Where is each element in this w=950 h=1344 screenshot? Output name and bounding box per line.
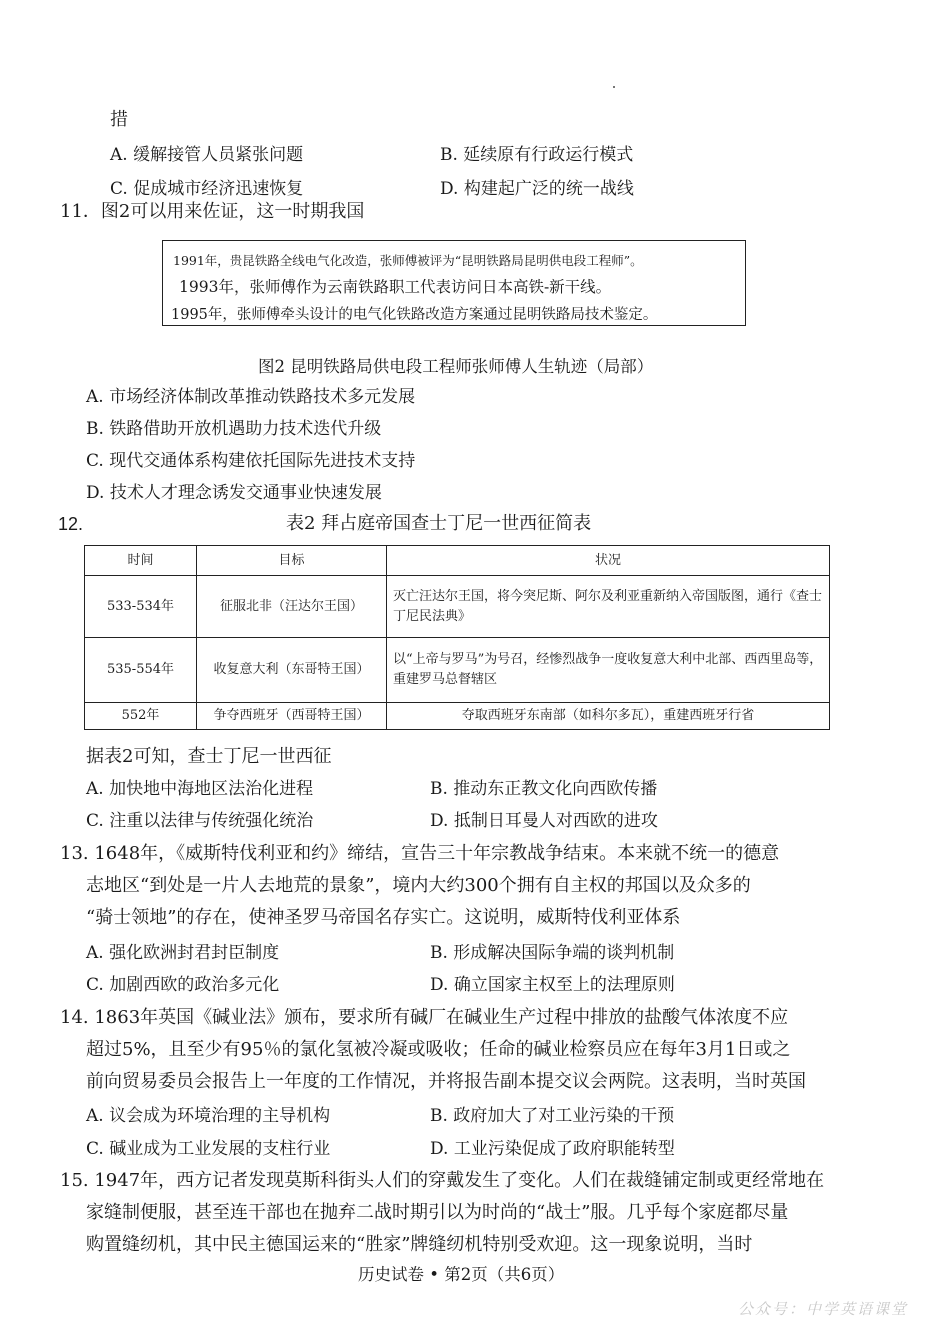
q13-option-d[interactable]: D. 确立国家主权至上的法理原则 (430, 975, 675, 995)
q12-stem: 据表2可知，查士丁尼一世西征 (86, 746, 332, 767)
row-3-status: 夺取西班牙东南部（如科尔多瓦），重建西班牙行省 (387, 703, 830, 730)
q13-option-a[interactable]: A. 强化欧洲封君封臣制度 (86, 943, 280, 963)
q12-option-d[interactable]: D. 抵制日耳曼人对西欧的进攻 (430, 811, 658, 831)
q14-option-d[interactable]: D. 工业污染促成了政府职能转型 (430, 1139, 675, 1159)
q11-stem: 11．图2可以用来佐证，这一时期我国 (60, 201, 365, 222)
q10-option-d[interactable]: D. 构建起广泛的统一战线 (440, 179, 634, 199)
q10-option-b[interactable]: B. 延续原有行政运行模式 (440, 145, 634, 165)
table-row (85, 638, 830, 703)
scan-dot (613, 86, 615, 88)
q14-option-a[interactable]: A. 议会成为环境治理的主导机构 (86, 1106, 331, 1126)
figure-2-line-1: 1991年，贵昆铁路全线电气化改造，张师傅被评为“昆明铁路局昆明供电段工程师”。 (173, 253, 643, 268)
q13-option-c[interactable]: C. 加剧西欧的政治多元化 (86, 975, 280, 995)
figure-2-line-3: 1995年，张师傅牵头设计的电气化铁路改造方案通过昆明铁路局技术鉴定。 (171, 307, 658, 323)
row-1-target: 征服北非（汪达尔王国） (197, 576, 387, 638)
watermark: 公众号：中学英语课堂 (737, 1300, 908, 1318)
figure-2-caption: 图2 昆明铁路局供电段工程师张师傅人生轨迹（局部） (258, 357, 654, 376)
table-header-row (85, 546, 830, 576)
q13-stem-line-3: “骑士领地”的存在，使神圣罗马帝国名存实亡。这说明，威斯特伐利亚体系 (86, 907, 681, 928)
row-3-target: 争夺西班牙（西哥特王国） (197, 703, 387, 730)
row-2-time: 535-554年 (85, 638, 197, 703)
table-row (85, 703, 830, 730)
table-row (85, 576, 830, 638)
table-header-status: 状况 (387, 546, 830, 576)
table-header-time: 时间 (85, 546, 197, 576)
q12-option-a[interactable]: A. 加快地中海地区法治化进程 (86, 779, 314, 799)
q13-stem-line-1: 13. 1648年，《威斯特伐利亚和约》缔结，宣告三十年宗教战争结束。本来就不统一的德意 (60, 843, 780, 864)
row-2-status: 以“上帝与罗马”为号召，经惨烈战争一度收复意大利中北部、西西里岛等，重建罗马总督辖区 (387, 638, 830, 703)
q15-stem-line-1: 15. 1947年，西方记者发现莫斯科街头人们的穿戴发生了变化。人们在裁缝铺定制或更经常地在 (60, 1170, 825, 1191)
q15-stem-line-2: 家缝制便服，甚至连干部也在抛弃二战时期引以为时尚的“战士”服。几乎每个家庭都尽量 (86, 1202, 789, 1223)
figure-2-line-2: 1993年，张师傅作为云南铁路职工代表访问日本高铁-新干线。 (179, 278, 612, 296)
q15-stem-line-3: 购置缝纫机，其中民主德国运来的“胜家”牌缝纫机特别受欢迎。这一现象说明，当时 (86, 1234, 753, 1255)
q13-option-b[interactable]: B. 形成解决国际争端的谈判机制 (430, 943, 675, 963)
q11-option-c[interactable]: C. 现代交通体系构建依托国际先进技术支持 (86, 451, 416, 471)
row-2-target: 收复意大利（东哥特王国） (197, 638, 387, 703)
q10-stem-tail: 措 (110, 109, 128, 130)
figure-2-box (162, 240, 746, 326)
q14-stem-line-3: 前向贸易委员会报告上一年度的工作情况，并将报告副本提交议会两院。这表明，当时英国 (86, 1071, 806, 1092)
q12-option-b[interactable]: B. 推动东正教文化向西欧传播 (430, 779, 658, 799)
q13-stem-line-2: 志地区“到处是一片人去地荒的景象”，境内大约300个拥有自主权的邦国以及众多的 (86, 875, 751, 896)
table-header-target: 目标 (197, 546, 387, 576)
q12-number: 12. (58, 514, 84, 534)
table-2 (84, 545, 830, 730)
q14-stem-line-1: 14. 1863年英国《碱业法》颁布，要求所有碱厂在碱业生产过程中排放的盐酸气体浓度不应 (60, 1007, 789, 1028)
q12-option-c[interactable]: C. 注重以法律与传统强化统治 (86, 811, 314, 831)
q10-option-c[interactable]: C. 促成城市经济迅速恢复 (110, 179, 304, 199)
q10-option-a[interactable]: A. 缓解接管人员紧张问题 (110, 145, 304, 165)
q11-option-d[interactable]: D. 技术人才理念诱发交通事业快速发展 (86, 483, 382, 503)
row-1-status: 灭亡汪达尔王国，将今突尼斯、阿尔及利亚重新纳入帝国版图，通行《查士丁尼民法典》 (387, 576, 830, 638)
table-2-title: 表2 拜占庭帝国查士丁尼一世西征简表 (286, 513, 592, 534)
q14-option-b[interactable]: B. 政府加大了对工业污染的干预 (430, 1106, 675, 1126)
row-1-time: 533-534年 (85, 576, 197, 638)
q11-option-a[interactable]: A. 市场经济体制改革推动铁路技术多元发展 (86, 387, 416, 407)
q14-option-c[interactable]: C. 碱业成为工业发展的支柱行业 (86, 1139, 331, 1159)
q14-stem-line-2: 超过5%，且至少有95％的氯化氢被冷凝或吸收；任命的碱业检察员应在每年3月1日或之 (86, 1039, 791, 1060)
q11-option-b[interactable]: B. 铁路借助开放机遇助力技术迭代升级 (86, 419, 382, 439)
page-footer: 历史试卷 • 第2页（共6页） (358, 1265, 565, 1284)
row-3-time: 552年 (85, 703, 197, 730)
